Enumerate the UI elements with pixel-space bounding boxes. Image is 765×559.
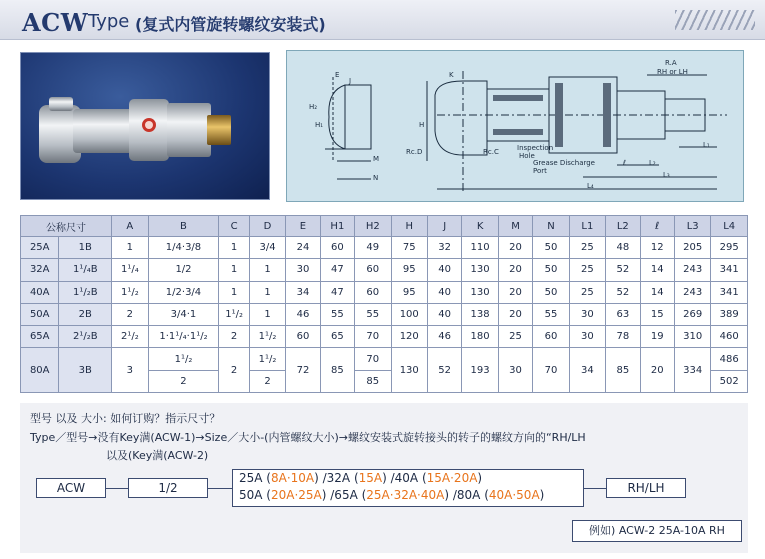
- cell-l4: 389: [711, 303, 748, 325]
- drawing-label-rc-d: Rc.D: [406, 148, 423, 156]
- size-text: ) /65A (: [321, 488, 367, 502]
- size-text: ): [539, 488, 545, 502]
- size-cell: 40A: [21, 281, 59, 303]
- size-cell: 65A: [21, 326, 59, 348]
- cell-k: 110: [462, 237, 498, 259]
- header-cell: C: [219, 216, 249, 237]
- direction-box: RH/LH: [606, 478, 686, 498]
- cell-j: 40: [427, 281, 461, 303]
- cell-k: 138: [462, 303, 498, 325]
- drawing-label-n: N: [373, 174, 379, 182]
- table-row: [21, 326, 748, 348]
- ordering-question: 型号 以及 大小: 如何订购？指示尺寸？: [30, 412, 221, 425]
- cell-d: 1: [249, 259, 285, 281]
- drawing-label-k: K: [449, 71, 454, 79]
- cell-l1: 25: [569, 237, 605, 259]
- cell-l2: 78: [606, 326, 640, 348]
- cell-d: 3/4: [249, 237, 285, 259]
- table-row: [21, 281, 748, 303]
- cell-ell: 14: [640, 281, 674, 303]
- cell-l1: 30: [569, 303, 605, 325]
- header-cell: L2: [606, 216, 640, 237]
- cell-l1: 25: [569, 259, 605, 281]
- drawing-label-rc-c: Rc.C: [483, 148, 499, 156]
- spec-table-body: [21, 237, 748, 393]
- drawing-label-ell: ℓ: [623, 159, 626, 167]
- size-text: 50A (: [239, 488, 271, 502]
- size-options-line-2: [239, 487, 583, 504]
- spec-table: [20, 215, 748, 393]
- drawing-label-e: E: [335, 71, 340, 79]
- cell-ell: 19: [640, 326, 674, 348]
- cell-c: 1¹/₂: [219, 303, 249, 325]
- product-photo: [20, 52, 270, 200]
- table-row: [21, 303, 748, 325]
- drawing-label-l1: L₁: [703, 141, 710, 149]
- cell-c: 1: [219, 237, 249, 259]
- header-bar: [0, 0, 765, 40]
- cell-l3: 243: [674, 259, 710, 281]
- drawing-label-port: Port: [533, 167, 547, 175]
- cell-a: 2¹/₂: [112, 326, 148, 348]
- cell-h1: 65: [320, 326, 354, 348]
- cell-e: 30: [286, 259, 320, 281]
- drawing-label-m: M: [373, 155, 380, 163]
- cell-a: 1: [112, 237, 148, 259]
- size-highlight: 25A·32A·40A: [366, 488, 445, 502]
- inch-cell: 1B: [59, 237, 112, 259]
- cell-h2: 55: [355, 303, 391, 325]
- cell-b: 1/2·3/4: [148, 281, 219, 303]
- connector-line: [106, 488, 128, 489]
- cell-h: 95: [391, 281, 427, 303]
- cell-m: 25: [498, 326, 532, 348]
- header-cell: L1: [569, 216, 605, 237]
- size-options-box: [232, 469, 584, 507]
- inch-cell: 1¹/₂B: [59, 281, 112, 303]
- ordering-instruction: Type／型号→没有Key满(ACW-1)→Size／大小-(内管螺纹大小)→螺纹安装式旋转接头的转子的螺纹方向的“RH/LH: [30, 431, 586, 444]
- connector-line: [584, 488, 606, 489]
- cell-j: 46: [427, 326, 461, 348]
- header-cell: H2: [355, 216, 391, 237]
- table-header-row: [21, 216, 748, 237]
- cell-b: 1·1¹/₄·1¹/₂: [148, 326, 219, 348]
- drawing-label-l3: L₃: [663, 171, 670, 179]
- brand-title: ACW: [22, 8, 89, 37]
- cell-j: 52: [427, 348, 461, 393]
- size-cell: 80A: [21, 348, 59, 393]
- table-row: [21, 259, 748, 281]
- size-highlight: 15A: [358, 471, 383, 485]
- cell-h2: 60: [355, 259, 391, 281]
- header-cell: L3: [674, 216, 710, 237]
- cell-l4: 295: [711, 237, 748, 259]
- size-cell: 25A: [21, 237, 59, 259]
- size-cell: 50A: [21, 303, 59, 325]
- size-text: 25A (: [239, 471, 271, 485]
- inch-cell: 2¹/₂B: [59, 326, 112, 348]
- cell-c: 1: [219, 281, 249, 303]
- drawing-label-j: J: [349, 77, 352, 85]
- cell-b: 3/4·1: [148, 303, 219, 325]
- cell-j: 40: [427, 259, 461, 281]
- size-text: ) /32A (: [314, 471, 359, 485]
- header-cell: 公称尺寸: [21, 216, 112, 237]
- header-cell: A: [112, 216, 148, 237]
- cell-n: 60: [533, 326, 569, 348]
- inch-cell: 2B: [59, 303, 112, 325]
- cell-c: 2: [219, 326, 249, 348]
- header-cell: D: [249, 216, 285, 237]
- cell-b: 1/4·3/8: [148, 237, 219, 259]
- cell-d: 1: [249, 303, 285, 325]
- cell-l2: 52: [606, 259, 640, 281]
- cell-e: 72: [286, 348, 320, 393]
- cell-e: 46: [286, 303, 320, 325]
- cell-l3: 205: [674, 237, 710, 259]
- cell-h1: 60: [320, 237, 354, 259]
- cell-ell: 12: [640, 237, 674, 259]
- table-row-80a-top: [21, 348, 748, 370]
- cell-h: 100: [391, 303, 427, 325]
- cell-k: 180: [462, 326, 498, 348]
- cell-n: 55: [533, 303, 569, 325]
- cell-l2: 85: [606, 348, 640, 393]
- key-box: 1/2: [128, 478, 208, 498]
- header-cell: M: [498, 216, 532, 237]
- cell-h: 75: [391, 237, 427, 259]
- cell-h: 95: [391, 259, 427, 281]
- cell-h2-top: 70: [355, 348, 391, 370]
- ordering-section: [20, 403, 748, 553]
- cell-l3: 243: [674, 281, 710, 303]
- model-box: ACW: [36, 478, 106, 498]
- size-cell: 32A: [21, 259, 59, 281]
- header-cell: N: [533, 216, 569, 237]
- header-cell: H: [391, 216, 427, 237]
- drawing-label-rh-lh: RH or LH: [657, 68, 688, 76]
- cell-l4-bottom: 502: [711, 370, 748, 392]
- size-highlight: 15A·20A: [426, 471, 478, 485]
- drawing-label-hole: Hole: [519, 152, 535, 160]
- cell-j: 32: [427, 237, 461, 259]
- cell-l1: 25: [569, 281, 605, 303]
- size-options-line-1: [239, 470, 583, 487]
- cell-a: 2: [112, 303, 148, 325]
- ordering-instruction-cont: 以及(Key满(ACW-2): [106, 449, 209, 462]
- cell-k: 130: [462, 281, 498, 303]
- cell-l4: 460: [711, 326, 748, 348]
- cell-n: 70: [533, 348, 569, 393]
- cell-k: 130: [462, 259, 498, 281]
- cell-h1: 47: [320, 259, 354, 281]
- cell-h1: 55: [320, 303, 354, 325]
- cell-l2: 52: [606, 281, 640, 303]
- cell-h2: 60: [355, 281, 391, 303]
- cell-n: 50: [533, 259, 569, 281]
- cell-h2-bottom: 85: [355, 370, 391, 392]
- cell-ell: 15: [640, 303, 674, 325]
- header-cell: E: [286, 216, 320, 237]
- cell-l4-top: 486: [711, 348, 748, 370]
- cell-e: 60: [286, 326, 320, 348]
- cell-b-bottom: 2: [148, 370, 219, 392]
- cell-b-top: 1¹/₂: [148, 348, 219, 370]
- cell-b: 1/2: [148, 259, 219, 281]
- cell-e: 24: [286, 237, 320, 259]
- drawing-label-h2: H₂: [309, 103, 318, 111]
- cell-l3: 310: [674, 326, 710, 348]
- cell-l2: 48: [606, 237, 640, 259]
- size-text: ) /40A (: [382, 471, 427, 485]
- cell-m: 20: [498, 259, 532, 281]
- cell-h2: 49: [355, 237, 391, 259]
- connector-line: [208, 488, 232, 489]
- size-highlight: 20A·25A: [270, 488, 322, 502]
- drawing-label-l2: L₂: [649, 159, 656, 167]
- cell-a: 3: [112, 348, 148, 393]
- drawing-label-l4: L₄: [587, 182, 594, 190]
- decorative-stripes: [675, 10, 755, 30]
- cell-a: 1¹/₄: [112, 259, 148, 281]
- inch-cell: 1¹/₄B: [59, 259, 112, 281]
- cell-l1: 34: [569, 348, 605, 393]
- header-cell: H1: [320, 216, 354, 237]
- header-cell: ℓ: [640, 216, 674, 237]
- header-cell: L4: [711, 216, 748, 237]
- cell-l3: 334: [674, 348, 710, 393]
- cell-m: 20: [498, 281, 532, 303]
- cell-h1: 85: [320, 348, 354, 393]
- cell-m: 20: [498, 303, 532, 325]
- cell-l2: 63: [606, 303, 640, 325]
- cell-j: 40: [427, 303, 461, 325]
- header-cell: B: [148, 216, 219, 237]
- cell-l4: 341: [711, 281, 748, 303]
- cell-d: 1: [249, 281, 285, 303]
- cell-l3: 269: [674, 303, 710, 325]
- technical-drawing: [286, 50, 744, 202]
- size-text: ): [477, 471, 483, 485]
- cell-l1: 30: [569, 326, 605, 348]
- size-text: ) /80A (: [444, 488, 489, 502]
- cell-h1: 47: [320, 281, 354, 303]
- cell-e: 34: [286, 281, 320, 303]
- type-word: Type: [88, 11, 130, 32]
- cell-l4: 341: [711, 259, 748, 281]
- drawing-label-h: H: [419, 121, 425, 129]
- cell-a: 1¹/₂: [112, 281, 148, 303]
- drawing-label-inspection: Inspection: [517, 144, 554, 152]
- cell-ell: 14: [640, 259, 674, 281]
- cell-n: 50: [533, 237, 569, 259]
- size-highlight: 8A·10A: [270, 471, 315, 485]
- cell-h2: 70: [355, 326, 391, 348]
- size-highlight: 40A·50A: [488, 488, 540, 502]
- header-cell: K: [462, 216, 498, 237]
- drawing-label-h1: H₁: [315, 121, 324, 129]
- example-box: 例如) ACW-2 25A-10A RH: [572, 520, 742, 542]
- cell-h: 130: [391, 348, 427, 393]
- page-subtitle: (复式内管旋转螺纹安装式): [135, 15, 326, 34]
- cell-c: 1: [219, 259, 249, 281]
- table-row: [21, 237, 748, 259]
- header-cell: J: [427, 216, 461, 237]
- cell-m: 30: [498, 348, 532, 393]
- cell-m: 20: [498, 237, 532, 259]
- cell-ell: 20: [640, 348, 674, 393]
- inch-cell: 3B: [59, 348, 112, 393]
- drawing-label-ra: R.A: [665, 59, 677, 67]
- cell-c: 2: [219, 348, 249, 393]
- cell-d-top: 1¹/₂: [249, 348, 285, 370]
- drawing-label-grease: Grease Discharge: [533, 159, 595, 167]
- cell-d: 1¹/₂: [249, 326, 285, 348]
- cell-k: 193: [462, 348, 498, 393]
- cell-h: 120: [391, 326, 427, 348]
- cell-d-bottom: 2: [249, 370, 285, 392]
- cell-n: 50: [533, 281, 569, 303]
